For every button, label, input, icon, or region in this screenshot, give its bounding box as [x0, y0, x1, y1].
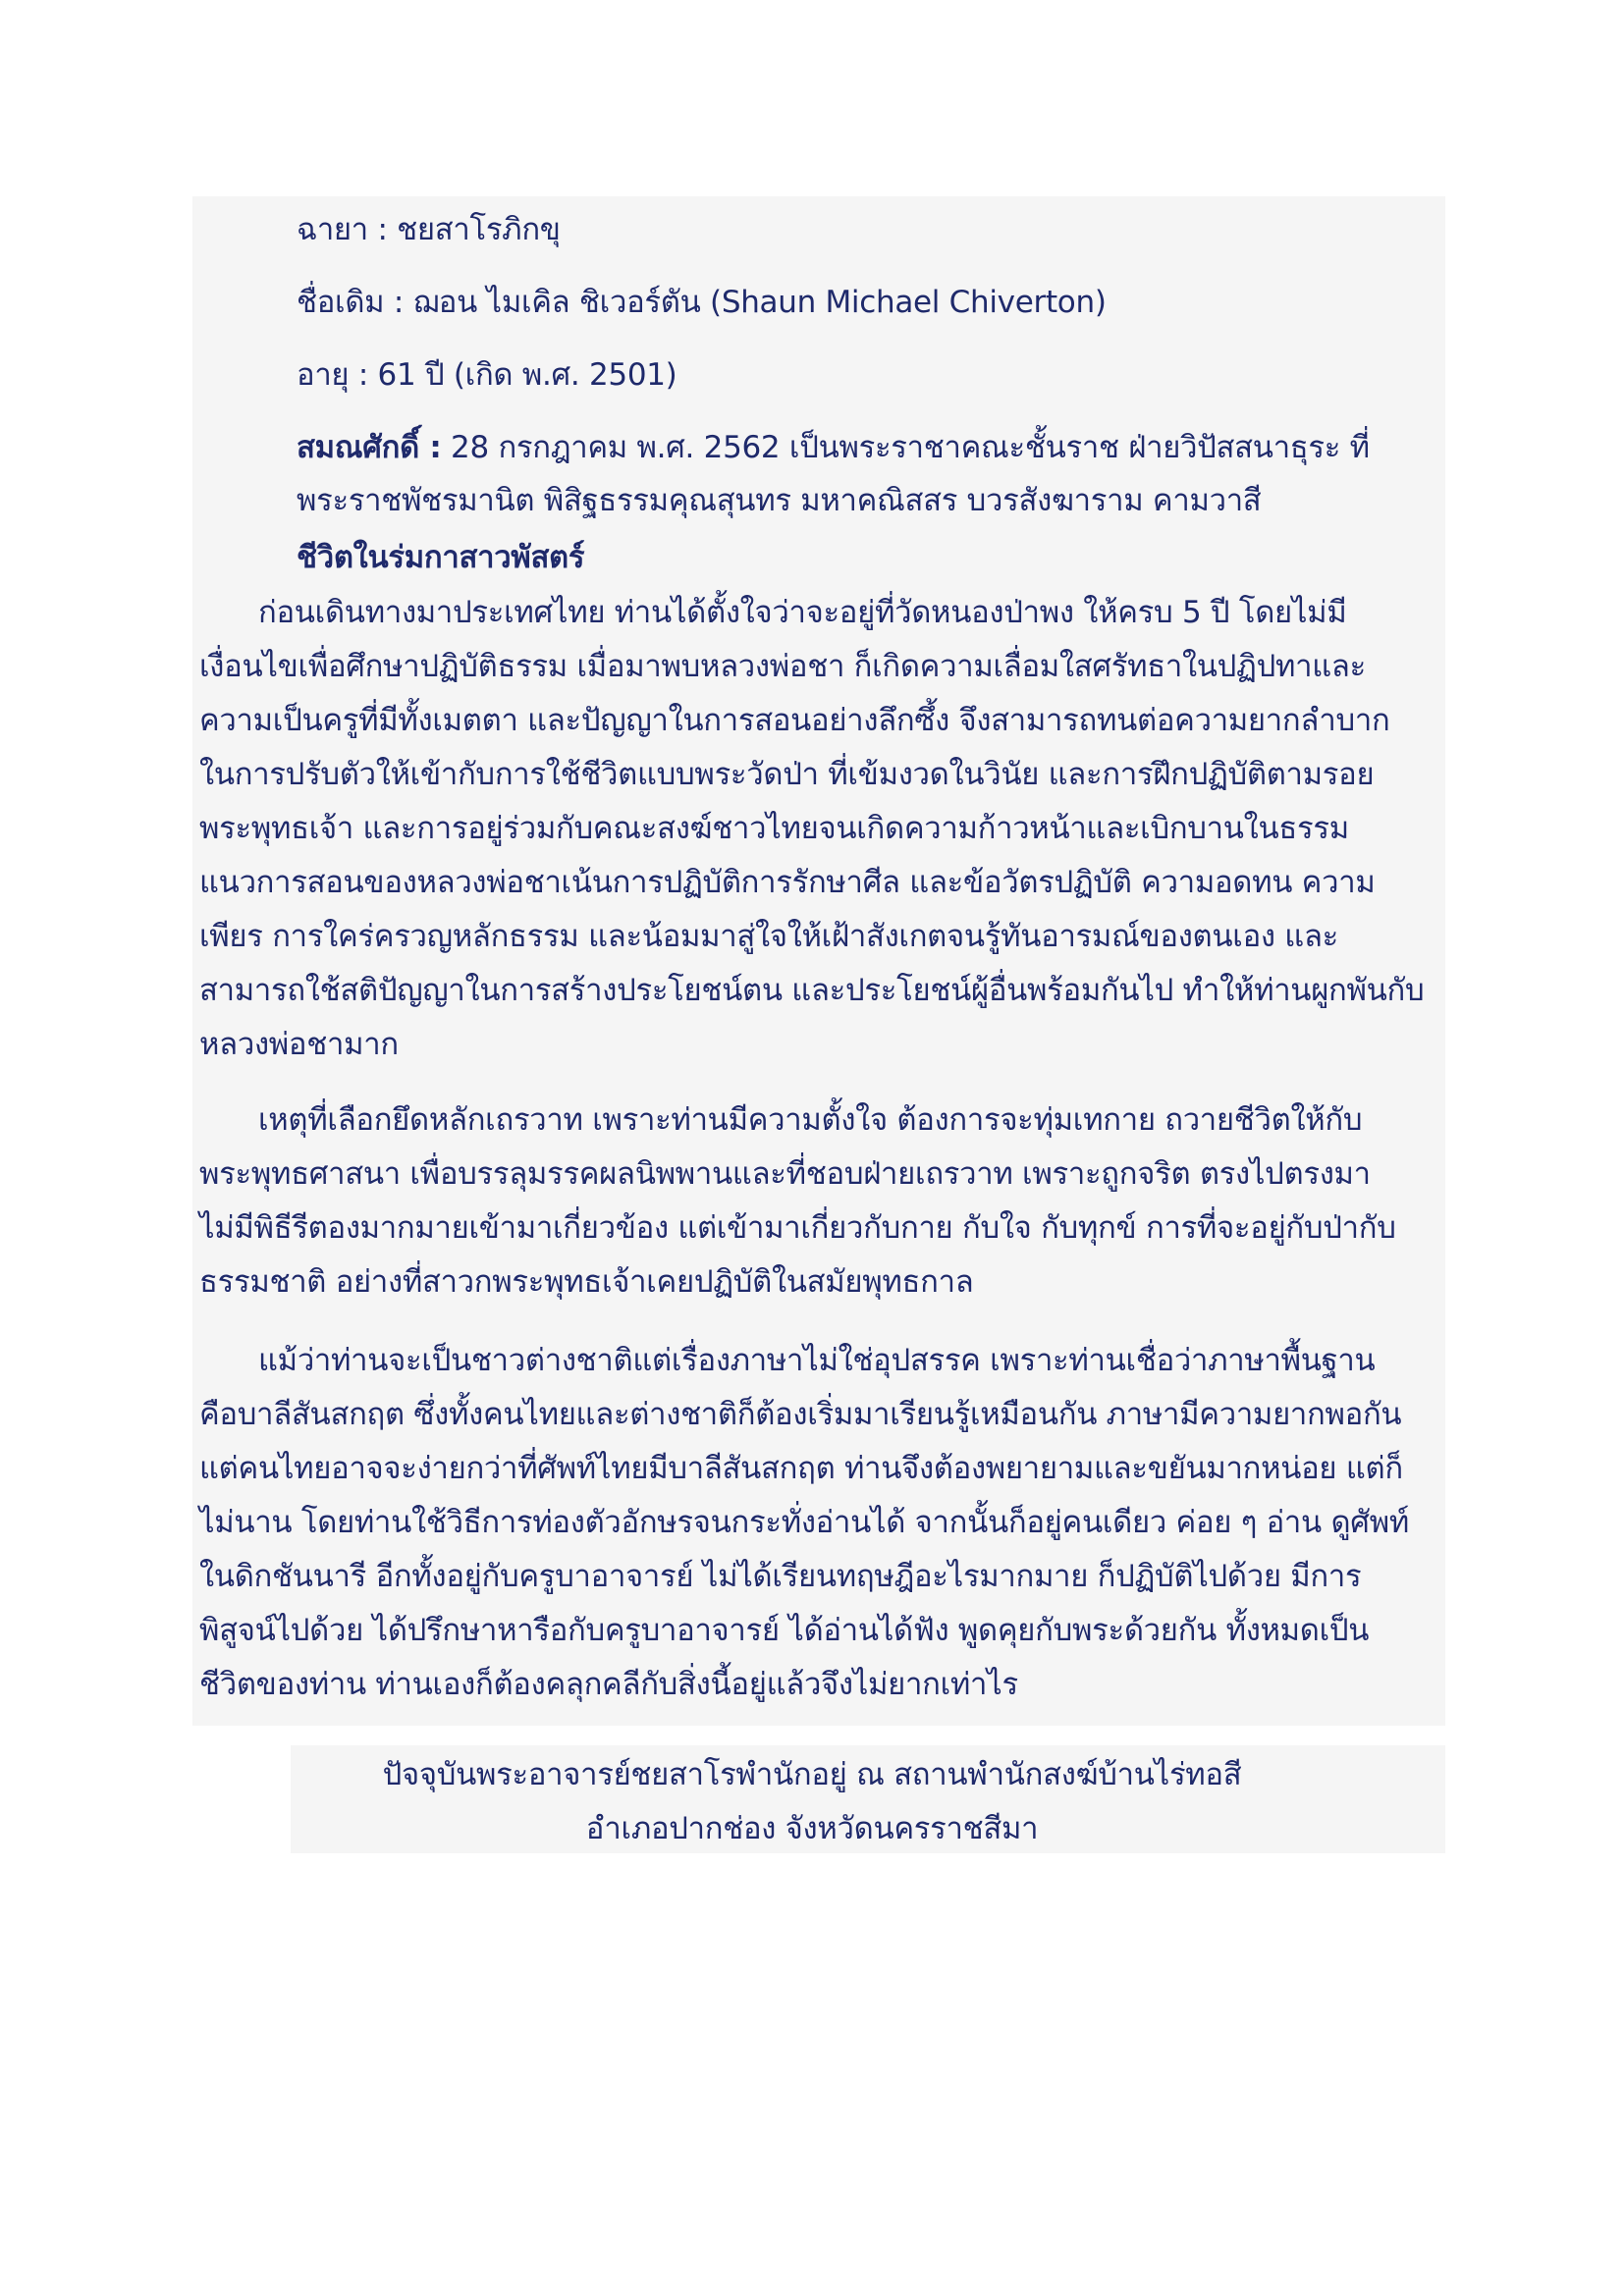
paragraph-line: ในการปรับตัวให้เข้ากับการใช้ชีวิตแบบพระวัดป่า ที่เข้มงวดในวินัย และการฝึกปฏิบัติตามรอย — [199, 757, 1375, 792]
paragraph-line: พระพุทธเจ้า และการอยู่ร่วมกับคณะสงฆ์ชาวไทยจนเกิดความก้าวหน้าและเบิกบานในธรรม — [199, 811, 1349, 846]
title-line-1 — [297, 428, 1370, 467]
title-label: สมณศักดิ์ : — [297, 430, 442, 465]
paragraph-line: ในดิกชันนารี อีกทั้งอยู่กับครูบาอาจารย์ ไม่ได้เรียนทฤษฎีอะไรมากมาย ก็ปฏิบัติไปด้วย มีการ — [199, 1559, 1362, 1594]
paragraph-line: ความเป็นครูที่มีทั้งเมตตา และปัญญาในการสอนอย่างลึกซึ้ง จึงสามารถทนต่อความยากลำบาก — [199, 703, 1390, 738]
paragraph-line: แนวการสอนของหลวงพ่อชาเน้นการปฏิบัติการรักษาศีล และข้อวัตรปฏิบัติ ความอดทน ความ — [199, 865, 1376, 900]
paragraph-line: หลวงพ่อชามาก — [199, 1027, 399, 1062]
footer-line-2: อำเภอปากช่อง จังหวัดนครราชสีมา — [585, 1811, 1039, 1846]
paragraph-line: ชีวิตของท่าน ท่านเองก็ต้องคลุกคลีกับสิ่งนี้อยู่แล้วจึงไม่ยากเท่าไร — [199, 1667, 1018, 1702]
original-name-line: ชื่อเดิม : ฌอน ไมเคิล ชิเวอร์ตัน (Shaun Michael Chiverton) — [297, 285, 1107, 320]
paragraph-line: เพียร การใคร่ครวญหลักธรรม และน้อมมาสู่ใจให้เฝ้าสังเกตจนรู้ทันอารมณ์ของตนเอง และ — [199, 919, 1339, 954]
section-heading: ชีวิตในร่มกาสาวพัสตร์ — [297, 540, 585, 575]
paragraph-line: ธรรมชาติ อย่างที่สาวกพระพุทธเจ้าเคยปฏิบัติในสมัยพุทธกาล — [199, 1264, 974, 1300]
paragraph-line: แต่คนไทยอาจจะง่ายกว่าที่ศัพท์ไทยมีบาลีสันสกฤต ท่านจึงต้องพยายามและขยันมากหน่อย แต่ก็ — [199, 1451, 1403, 1486]
paragraph-line: ก่อนเดินทางมาประเทศไทย ท่านได้ตั้งใจว่าจะอยู่ที่วัดหนองป่าพง ให้ครบ 5 ปี โดยไม่มี — [258, 595, 1347, 630]
title-line-2: พระราชพัชรมานิต พิสิฐธรรมคุณสุนทร มหาคณิสสร บวรสังฆาราม คามวาสี — [297, 483, 1262, 518]
paragraph-line: สามารถใช้สติปัญญาในการสร้างประโยชน์ตน และประโยชน์ผู้อื่นพร้อมกันไป ทำให้ท่านผูกพันกับ — [199, 973, 1425, 1008]
paragraph-line: พิสูจน์ไปด้วย ได้ปรึกษาหารือกับครูบาอาจารย์ ได้อ่านได้ฟัง พูดคุยกับพระด้วยกัน ทั้งหมดเป็น — [199, 1613, 1370, 1648]
paragraph-line: คือบาลีสันสกฤต ซึ่งทั้งคนไทยและต่างชาติก็ต้องเริ่มมาเรียนรู้เหมือนกัน ภาษามีความยากพอกัน — [199, 1397, 1402, 1432]
title-text-1: 28 กรกฎาคม พ.ศ. 2562 เป็นพระราชาคณะชั้นราช ฝ่ายวิปัสสนาธุระ ที่ — [451, 430, 1370, 465]
age-line: อายุ : 61 ปี (เกิด พ.ศ. 2501) — [297, 357, 677, 393]
paragraph-line: เหตุที่เลือกยึดหลักเถรวาท เพราะท่านมีความตั้งใจ ต้องการจะทุ่มเทกาย ถวายชีวิตให้กับ — [258, 1102, 1363, 1138]
paragraph-line: เงื่อนไขเพื่อศึกษาปฏิบัติธรรม เมื่อมาพบหลวงพ่อชา ก็เกิดความเลื่อมใสศรัทธาในปฏิปทาและ — [199, 649, 1366, 684]
paragraph-line: พระพุทธศาสนา เพื่อบรรลุมรรคผลนิพพานและที่ชอบฝ่ายเถรวาท เพราะถูกจริต ตรงไปตรงมา — [199, 1156, 1371, 1192]
paragraph-line: ไม่นาน โดยท่านใช้วิธีการท่องตัวอักษรจนกระทั่งอ่านได้ จากนั้นก็อยู่คนเดียว ค่อย ๆ อ่าน ดูศัพท์ — [199, 1505, 1409, 1540]
nickname-line: ฉายา : ชยสาโรภิกขุ — [297, 212, 561, 247]
paragraph-line: ไม่มีพิธีรีตองมากมายเข้ามาเกี่ยวข้อง แต่เข้ามาเกี่ยวกับกาย กับใจ กับทุกข์ การที่จะอยู่กับป่ากับ — [199, 1210, 1396, 1246]
body-shade — [192, 567, 1445, 1726]
paragraph-line: แม้ว่าท่านจะเป็นชาวต่างชาติแต่เรื่องภาษาไม่ใช่อุปสรรค เพราะท่านเชื่อว่าภาษาพื้นฐาน — [258, 1343, 1376, 1378]
footer-line-1: ปัจจุบันพระอาจารย์ชยสาโรพำนักอยู่ ณ สถานพำนักสงฆ์บ้านไร่ทอสี — [382, 1757, 1242, 1792]
